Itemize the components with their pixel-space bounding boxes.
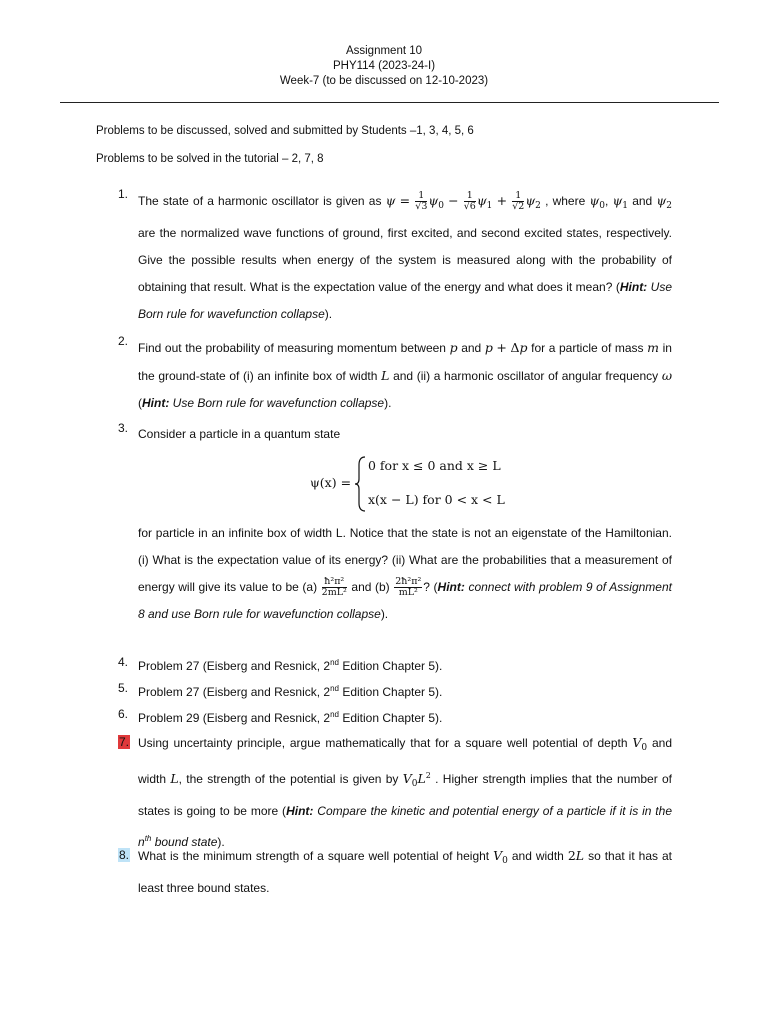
problem-number: 3.: [118, 421, 129, 435]
course-code: PHY114 (2023-24-I): [332, 60, 436, 72]
problem-number: 1.: [118, 187, 129, 201]
problem-number: 4.: [118, 655, 129, 669]
week-line: Week-7 (to be discussed on 12-10-2023): [279, 75, 489, 87]
problem-number: 5.: [118, 681, 129, 695]
psi-label: ψ(x) =: [310, 475, 352, 490]
document-header: [0, 44, 768, 89]
problem-number-highlighted: 7.: [119, 735, 130, 749]
problem-text: for particle in an infinite box of width L. Notice that the state is not an eigenstate of the Hamiltonian. (i) What is the expectation value of its energy? (ii) What are the probabilities that a measurement of energy will give its value to be (a) $\frac{\text{ħ²π²}}{\text{2mL²}}$ and (b) $\frac{\text{2ħ²π²}}{\text{mL²}}$ ? (Hint: connect with problem 9 of Assignment 8 and use Born rule for wavefunction collapse).: [138, 526, 672, 621]
problem-number: 2.: [118, 334, 129, 348]
header-divider: [60, 102, 719, 103]
problem-number-highlighted: 8.: [119, 848, 130, 862]
problem-text: The state of a harmonic oscillator is given as ψ = $\frac{1}{√3}$ $\psi_0$ − $\frac{1}{√6}$ $\psi_1$ + $\frac{1}{√2}$ $\psi_2$ , where $\psi_0$, $\psi_1$ and $\psi_2$ are the normalized wave functions of ground, first excited, and second excited states, respectively. Give the possible results when energy of the system is measured along with the probability of obtaining that result. What is the expectation value of the energy and what does it mean? (Hint: Use Born rule for wavefunction collapse).: [138, 190, 673, 321]
problem-number: 6.: [118, 707, 129, 721]
intro-tutorial: Problems to be solved in the tutorial – 2, 7, 8: [96, 153, 324, 165]
problem-text: Using uncertainty principle, argue mathematically that for a square well potential of depth $V_0$ and width L, the strength of the potential is given by $V_0L^2$ . Higher strength implies that the number of states is going to be more (Hint: Compare the kinetic and potential energy of a particle if it is in the $n^{th}$ bound state).: [138, 735, 673, 849]
energy-fraction-b: $\frac{\text{2ħ²π²}}{\text{mL²}}$: [395, 576, 422, 599]
assignment-title: Assignment 10: [345, 45, 423, 57]
brace-icon: [355, 455, 367, 513]
case-2: x(x − L) for 0 < x < L: [368, 492, 505, 507]
energy-fraction-a: $\frac{\text{ħ²π²}}{\text{2mL²}}$: [321, 576, 347, 599]
intro-submitted: Problems to be discussed, solved and submitted by Students –1, 3, 4, 5, 6: [96, 125, 474, 137]
piecewise-equation: [310, 455, 570, 515]
case-1: 0 for x ≤ 0 and x ≥ L: [368, 458, 501, 473]
problem-text: What is the minimum strength of a square well potential of height $V_0$ and width 2L so that it has at least three bound states.: [138, 848, 672, 895]
problem-text: Find out the probability of measuring momentum between p and p + Δp for a particle of mass m in the ground-state of (i) an infinite box of width L and (ii) a harmonic oscillator of angular frequency ω (Hint: Use Born rule for wavefunction collapse).: [138, 340, 673, 410]
problem-lead: Consider a particle in a quantum state: [138, 427, 341, 441]
